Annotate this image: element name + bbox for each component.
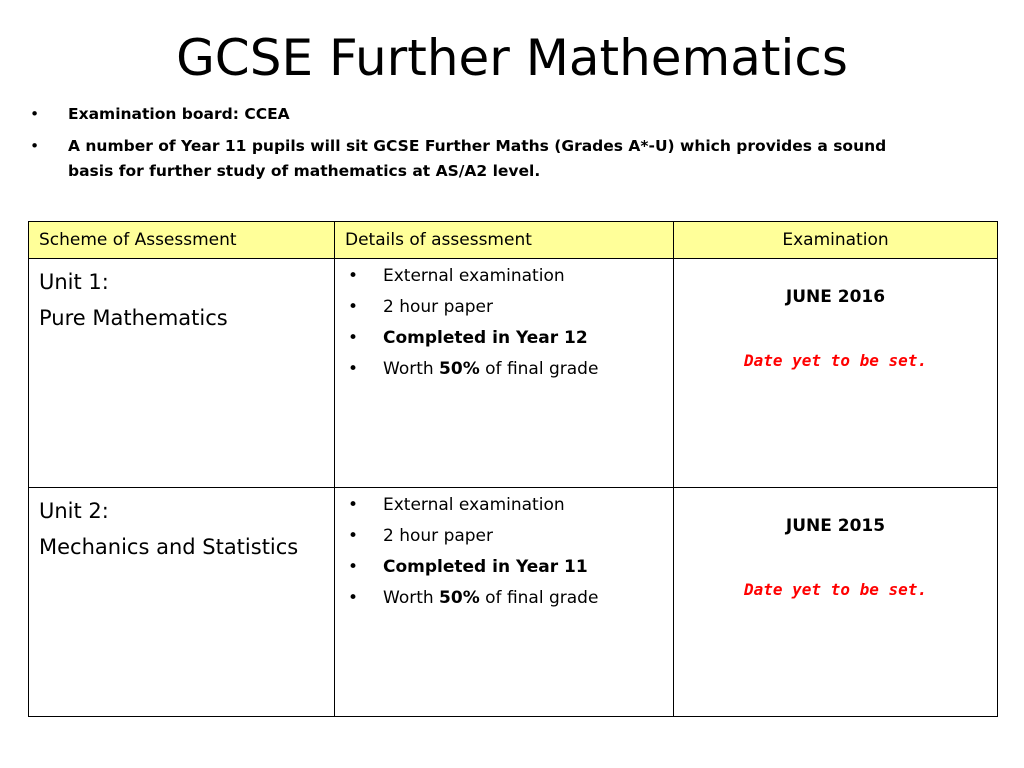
detail-item <box>345 583 663 614</box>
details-cell <box>335 259 674 488</box>
exam-cell <box>674 488 998 717</box>
detail-item <box>345 490 663 521</box>
detail-text: 2 hour paper <box>383 526 494 546</box>
unit-cell <box>29 259 335 488</box>
exam-date: JUNE 2016 <box>785 287 886 307</box>
bullet-icon: • <box>348 266 359 286</box>
bullet-icon: • <box>348 588 359 608</box>
detail-text-prefix: Worth <box>383 588 440 608</box>
assessment-table <box>28 221 998 717</box>
bullet-icon: • <box>348 328 359 348</box>
intro-item-exam-board <box>30 102 930 127</box>
detail-text: Completed in Year 12 <box>383 328 588 348</box>
intro-bullet-list <box>30 102 930 191</box>
bullet-icon: • <box>30 137 40 155</box>
unit-number: Unit 1: <box>39 270 109 294</box>
detail-text-suffix: of final grade <box>479 359 599 379</box>
unit-cell <box>29 488 335 717</box>
detail-item <box>345 323 663 354</box>
bullet-icon: • <box>30 105 40 123</box>
intro-item-text: A number of Year 11 pupils will sit GCSE Further Maths (Grades A*-U) which provides a sound basis for further study of mathematics at AS/A2 level. <box>68 137 887 180</box>
detail-text: 2 hour paper <box>383 297 494 317</box>
table-row-unit-1 <box>29 259 998 488</box>
intro-item-text: Examination board: CCEA <box>68 105 290 123</box>
bullet-icon: • <box>348 359 359 379</box>
bullet-icon: • <box>348 297 359 317</box>
exam-cell <box>674 259 998 488</box>
detail-text-suffix: of final grade <box>479 588 599 608</box>
bullet-icon: • <box>348 526 359 546</box>
detail-item <box>345 354 663 385</box>
detail-item <box>345 292 663 323</box>
detail-weight: 50% <box>439 588 480 608</box>
intro-item-description <box>30 134 930 184</box>
unit-name: Pure Mathematics <box>39 306 228 330</box>
detail-item <box>345 521 663 552</box>
table-row-unit-2 <box>29 488 998 717</box>
detail-item <box>345 261 663 292</box>
header-scheme-of-assessment: Scheme of Assessment <box>29 222 335 259</box>
bullet-icon: • <box>348 557 359 577</box>
detail-text: Completed in Year 11 <box>383 557 588 577</box>
header-examination: Examination <box>674 222 998 259</box>
details-list <box>345 261 663 385</box>
detail-item <box>345 552 663 583</box>
exam-note: Date yet to be set. <box>743 351 928 370</box>
details-list <box>345 490 663 614</box>
page-title: GCSE Further Mathematics <box>176 29 848 87</box>
exam-date: JUNE 2015 <box>785 516 886 536</box>
details-cell <box>335 488 674 717</box>
detail-text: External examination <box>383 266 565 286</box>
unit-number: Unit 2: <box>39 499 109 523</box>
header-details-of-assessment: Details of assessment <box>335 222 674 259</box>
detail-text: External examination <box>383 495 565 515</box>
table-header-row <box>29 222 998 259</box>
exam-note: Date yet to be set. <box>743 580 928 599</box>
detail-text-prefix: Worth <box>383 359 440 379</box>
unit-name: Mechanics and Statistics <box>39 535 299 559</box>
bullet-icon: • <box>348 495 359 515</box>
detail-weight: 50% <box>439 359 480 379</box>
